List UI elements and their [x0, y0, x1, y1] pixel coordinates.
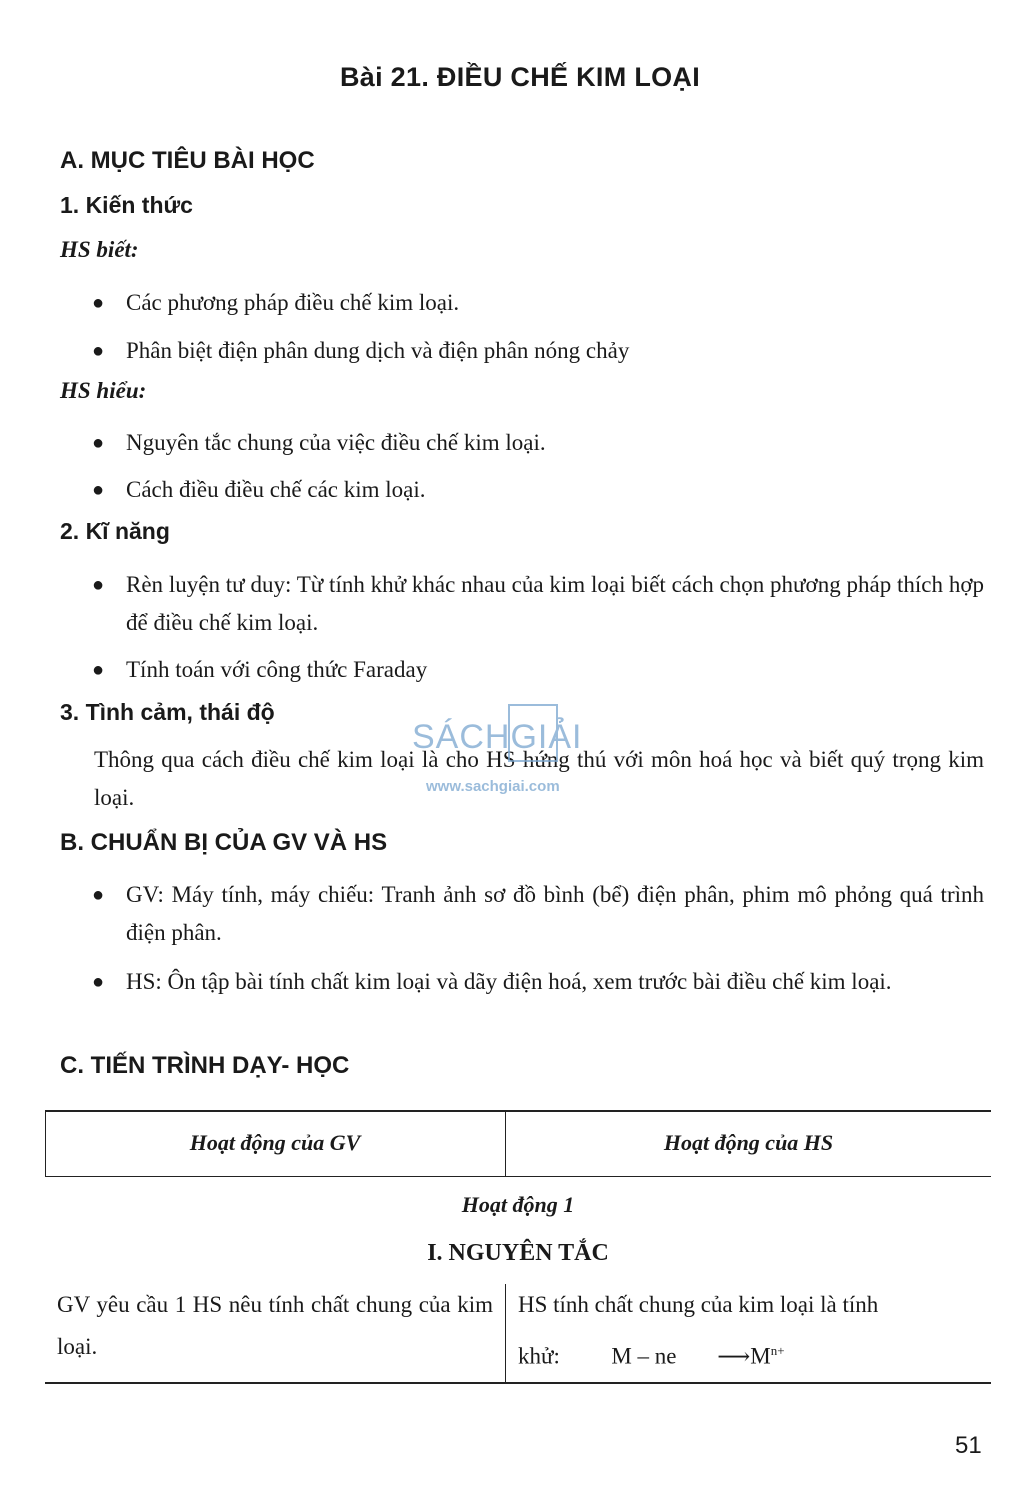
- watermark-logo: SÁCHGIẢI www.sachgiai.com: [412, 704, 612, 804]
- column-header-hs: Hoạt động của HS: [663, 1130, 834, 1155]
- lesson-title: Bài 21. ĐIỀU CHẾ KIM LOẠI: [339, 62, 701, 92]
- list-item: ● Các phương pháp điều chế kim loại.: [92, 284, 984, 322]
- table-body-divider: [505, 1284, 506, 1384]
- bullet-icon: ●: [92, 292, 105, 314]
- hs-activity-text: [518, 1284, 982, 1378]
- list-item: ● Phân biệt điện phân dung dịch và điện phân nóng chảy: [92, 332, 984, 370]
- skills-heading: 2. Kĩ năng: [60, 518, 170, 544]
- list-item: ● Cách điều điều chế các kim loại.: [92, 471, 984, 509]
- list-item: ● GV: Máy tính, máy chiếu: Tranh ảnh sơ đồ bình (bể) điện phân, phim mô phỏng quá trình điện phân.: [92, 876, 984, 952]
- hs-understand-label: HS hiểu:: [60, 378, 147, 403]
- attitude-text: Thông qua cách điều chế kim loại là cho HS hứng thú với môn hoá học và biết quý trọng kim loại.: [94, 747, 984, 810]
- page-number: 51: [955, 1432, 982, 1459]
- hs-equation: khử: M – ne $⟶M^{n+}$: [518, 1330, 982, 1378]
- table-header-bottom: [45, 1176, 991, 1177]
- section-c-heading: C. TIẾN TRÌNH DẠY- HỌC: [60, 1052, 350, 1079]
- bullet-icon: ●: [92, 659, 105, 681]
- bullet-icon: ●: [92, 340, 105, 362]
- knowledge-heading: 1. Kiến thức: [60, 192, 193, 218]
- bullet-icon: ●: [92, 884, 105, 906]
- activity-title: I. NGUYÊN TẮC: [427, 1240, 609, 1266]
- bullet-icon: ●: [92, 479, 105, 501]
- section-a-heading: A. MỤC TIÊU BÀI HỌC: [60, 147, 315, 174]
- reaction-arrow-icon: ⟶: [717, 1343, 751, 1369]
- activity-label: Hoạt động 1: [461, 1192, 575, 1217]
- table-bottom-border: [45, 1382, 991, 1384]
- bullet-icon: ●: [92, 432, 105, 454]
- hs-text-line: HS tính chất chung của kim loại là tính: [518, 1292, 879, 1317]
- list-item: ● Nguyên tắc chung của việc điều chế kim loại.: [92, 424, 984, 462]
- column-header-gv: Hoạt động của GV: [189, 1130, 361, 1155]
- bullet-icon: ●: [92, 574, 105, 596]
- activity-table: [45, 1110, 991, 1384]
- hs-know-label: HS biết:: [60, 237, 139, 262]
- bullet-icon: ●: [92, 971, 105, 993]
- gv-activity-text: GV yêu cầu 1 HS nêu tính chất chung của kim loại.: [57, 1292, 493, 1359]
- list-item: ● HS: Ôn tập bài tính chất kim loại và dãy điện hoá, xem trước bài điều chế kim loại.: [92, 963, 984, 1001]
- section-b-heading: B. CHUẨN BỊ CỦA GV VÀ HS: [60, 829, 388, 856]
- list-item: ● Tính toán với công thức Faraday: [92, 651, 984, 689]
- list-item: ● Rèn luyện tư duy: Từ tính khử khác nhau của kim loại biết cách chọn phương pháp thích hợp để điều chế kim loại.: [92, 566, 984, 642]
- attitude-heading: 3. Tình cảm, thái độ: [60, 699, 275, 725]
